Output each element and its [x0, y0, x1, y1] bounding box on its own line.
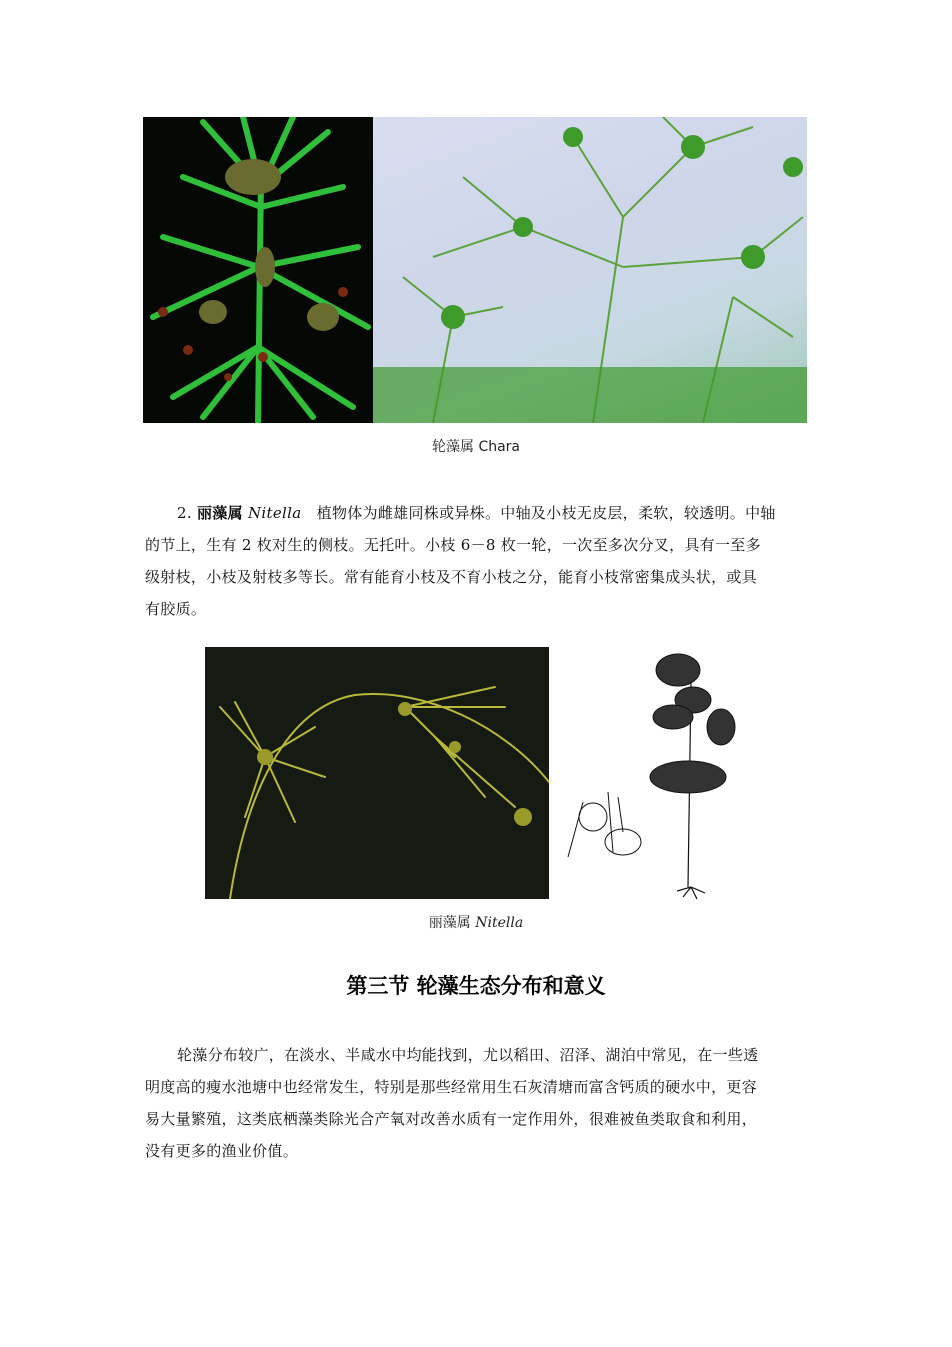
- figure2-caption-cn: 丽藻属: [428, 915, 471, 931]
- figure2-caption-latin: Nitella: [475, 915, 524, 931]
- chara-photo-figure: [143, 117, 807, 423]
- figure2-caption: [0, 912, 952, 932]
- ecology-paragraph: [145, 1039, 813, 1167]
- paragraph2-line3: 易大量繁殖，这类底栖藻类除光合产氧对改善水质有一定作用外，很难被鱼类取食和利用，: [145, 1110, 758, 1128]
- figure1-caption-latin: Chara: [478, 439, 520, 455]
- nitella-photo: [205, 647, 549, 899]
- paragraph2-line1: 轮藻分布较广，在淡水、半咸水中均能找到，尤以稻田、沼泽、湖泊中常见，在一些透: [177, 1046, 759, 1064]
- section-number: 2.: [177, 504, 192, 522]
- paragraph2-line4: 没有更多的渔业价值。: [145, 1142, 299, 1160]
- paragraph1-line1-text: 植物体为雌雄同株或异株。中轴及小枝无皮层，柔软，较透明。中轴: [316, 504, 776, 522]
- figure1-caption-cn: 轮藻属: [431, 439, 474, 455]
- paragraph1-line2: 的节上，生有 2 枚对生的侧枝。无托叶。小枝 6－8 枚一轮，一次至多次分叉，具有一至多: [145, 536, 761, 554]
- paragraph1-line1: [145, 497, 813, 529]
- chara-closeup-photo: [143, 117, 373, 423]
- chara-habitat-photo: [373, 117, 807, 423]
- nitella-description-paragraph: [145, 497, 813, 625]
- genus-name-latin: Nitella: [247, 504, 302, 522]
- nitella-line-drawing: [553, 642, 753, 904]
- figure1-caption: [0, 436, 952, 456]
- paragraph1-line4: 有胶质。: [145, 600, 207, 618]
- paragraph1-line3: 级射枝，小枝及射枝多等长。常有能育小枝及不育小枝之分，能育小枝常密集成头状，或具: [145, 568, 758, 586]
- section-heading: 第三节 轮藻生态分布和意义: [346, 974, 606, 998]
- genus-name-cn: 丽藻属: [197, 504, 243, 522]
- paragraph2-line2: 明度高的瘦水池塘中也经常发生，特别是那些经常用生石灰清塘而富含钙质的硬水中，更容: [145, 1078, 758, 1096]
